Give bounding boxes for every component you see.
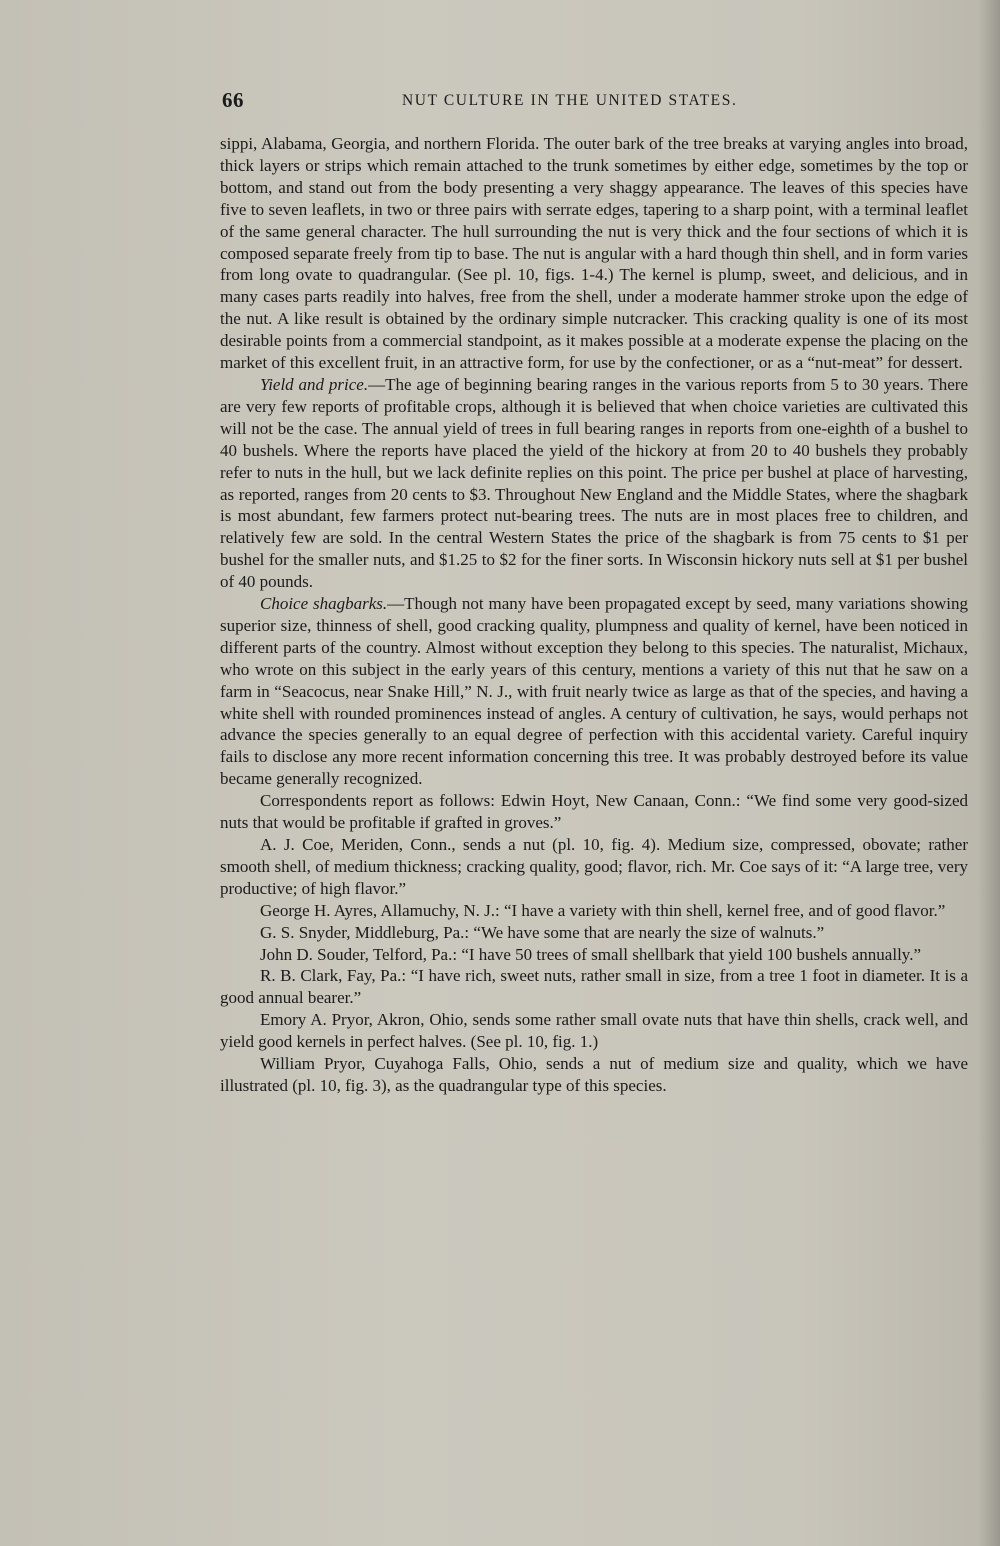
paragraph-shagbark-description [220,133,968,374]
paragraph-text: —Though not many have been propagated except by seed, many variations showing superior size, thinness of shell, good cracking quality, plumpness and quality of kernel, have been noticed in different parts of the country. Almost without exception they belong to this species. The naturalist, Michaux, who wrote on this subject in the early years of this century, mentions a variety of this nut that he saw on a farm in “Seacocus, near Snake Hill,” N. J., with fruit nearly twice as large as that of the species, and having a white shell with rounded prominences instead of angles. A century of cultivation, he says, would perhaps not advance the species generally to an equal degree of perfection with this accidental variety. Careful inquiry fails to disclose any more recent information concerning this tree. It was probably destroyed before its value became generally recognized. [220,594,968,789]
page-number: 66 [222,88,244,112]
paragraph-text: Emory A. Pryor, Akron, Ohio, sends some rather small ovate nuts that have thin shells, crack well, and yield good kernels in perfect halves. (See pl. 10, fig. 1.) [220,1010,968,1052]
paragraph-text: George H. Ayres, Allamuchy, N. J.: “I have a variety with thin shell, kernel free, and of good flavor.” [260,900,946,920]
running-head: NUT CULTURE IN THE UNITED STATES. [402,92,738,109]
paragraph-snyder [220,922,968,944]
section-heading: Choice shagbarks. [260,594,388,614]
paragraph-text: John D. Souder, Telford, Pa.: “I have 50 trees of small shellbark that yield 100 bushels annually.” [260,944,921,964]
paragraph-text: R. B. Clark, Fay, Pa.: “I have rich, sweet nuts, rather small in size, from a tree 1 foot in diameter. It is a good annual bearer.” [220,966,968,1008]
body-text [220,133,968,1097]
paragraph-text: sippi, Alabama, Georgia, and northern Florida. The outer bark of the tree breaks at varying angles into broad, thick layers or strips which remain attached to the trunk sometimes by either edge, sometimes by the top or bottom, and stand out from the body presenting a very shaggy appearance. The leaves of this species have five to seven leaflets, in two or three pairs with serrate edges, tapering to a sharp point, with a terminal leaflet of the same general character. The hull surrounding the nut is very thick and the four sections of which it is composed separate freely from tip to base. The nut is angular with a hard though thin shell, and in form varies from long ovate to quadrangular. (See pl. 10, figs. 1-4.) The kernel is plump, sweet, and delicious, and in many cases parts readily into halves, free from the shell, under a moderate hammer stroke upon the edge of the nut. A like result is obtained by the ordinary simple nutcracker. This cracking quality is one of its most desirable points from a commercial standpoint, as it makes possible at a moderate expense the placing on the market of this excellent fruit, in an attractive form, for use by the confectioner, or as a “nut-meat” for dessert. [220,134,968,373]
paragraph-clark [220,965,968,1009]
page-header [222,88,966,118]
paragraph-choice-shagbarks [220,593,968,790]
paragraph-emory-pryor [220,1009,968,1053]
paragraph-text: A. J. Coe, Meriden, Conn., sends a nut (pl. 10, fig. 4). Medium size, compressed, obovate; rather smooth shell, of medium thickness; cracking quality, good; flavor, rich. Mr. Coe says of it: “A large tree, very productive; of high flavor.” [220,835,968,898]
paragraph-text: G. S. Snyder, Middleburg, Pa.: “We have some that are nearly the size of walnuts.” [260,922,825,942]
paragraph-souder [220,944,968,966]
page-edge-shadow [978,0,1000,1546]
paragraph-text: William Pryor, Cuyahoga Falls, Ohio, sends a nut of medium size and quality, which we have illustrated (pl. 10, fig. 3), as the quadrangular type of this species. [220,1054,968,1095]
section-heading: Yield and price. [260,374,369,394]
paragraph-text: Correspondents report as follows: Edwin Hoyt, New Canaan, Conn.: “We find some very good-sized nuts that would be profitable if grafted in groves.” [220,791,968,833]
paragraph-ayres [220,900,968,922]
paragraph-william-pryor [220,1053,968,1097]
paragraph-text: —The age of beginning bearing ranges in the various reports from 5 to 30 years. There are very few reports of profitable crops, although it is believed that when choice varieties are cultivated this will not be the case. The annual yield of trees in full bearing ranges in reports from one-eighth of a bushel to 40 bushels. Where the reports have placed the yield of the hickory at from 20 to 40 bushels they probably refer to nuts in the hull, but we lack definite replies on this point. The price per bushel at place of harvesting, as reported, ranges from 20 cents to $3. Throughout New England and the Middle States, where the shagbark is most abundant, few farmers protect nut-bearing trees. The nuts are in most places free to children, and relatively few are sold. In the central Western States the price of the shagbark is from 75 cents to $1 per bushel for the smaller nuts, and $1.25 to $2 for the finer sorts. In Wisconsin hickory nuts sell at $1 per bushel of 40 pounds. [220,374,968,592]
paragraph-coe [220,834,968,900]
paragraph-correspondents [220,790,968,834]
paragraph-yield-and-price [220,374,968,593]
